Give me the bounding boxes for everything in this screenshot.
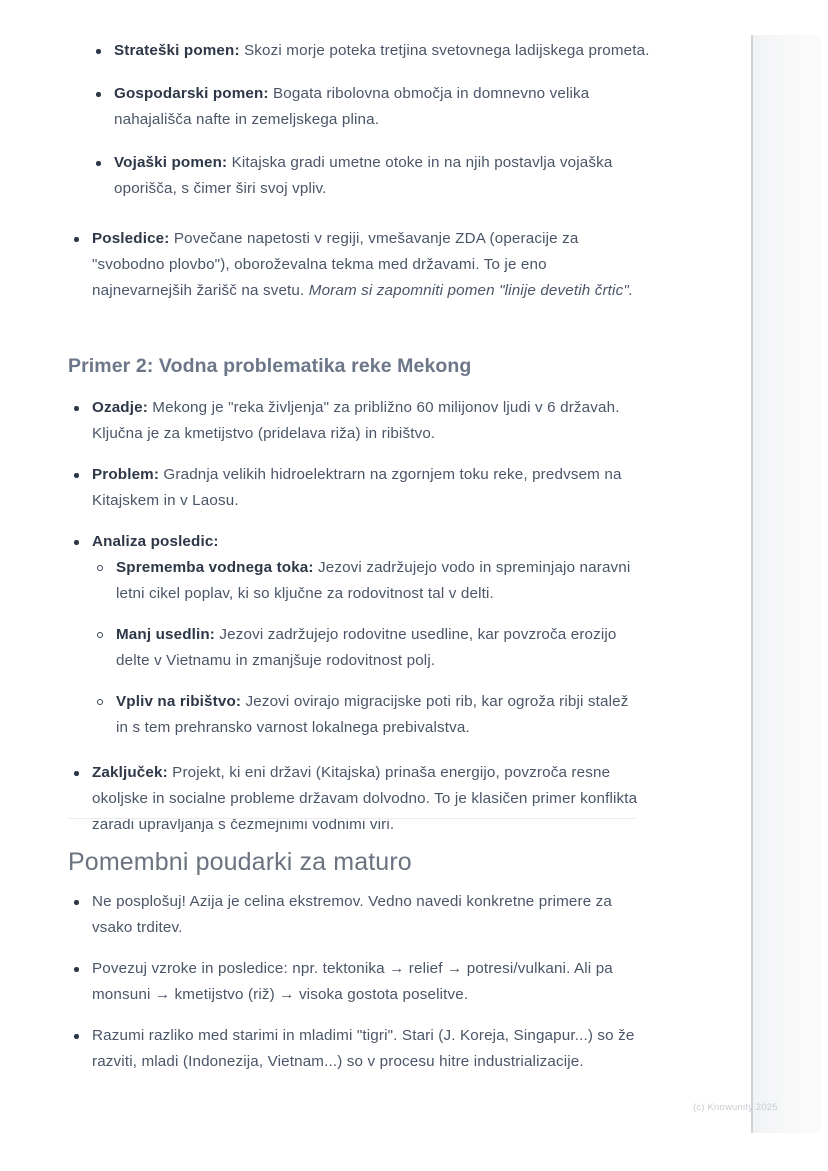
list-item-lead: Ozadje:: [92, 399, 148, 416]
footer-copyright: (c) Knowunity 2025: [693, 1102, 778, 1113]
top-continuation-list: [90, 38, 650, 219]
list-item-text: Razumi razliko med starimi in mladimi "tigri". Stari (J. Koreja, Singapur...) so že razviti, mladi (Indonezija, Vietnam...) so v procesu hitre industrializacije.: [92, 1027, 635, 1070]
sublist-item-lead: Manj usedlin:: [116, 626, 216, 643]
list-item-lead: Posledice:: [92, 230, 170, 247]
list-item-lead: Strateški pomen:: [114, 42, 240, 59]
sublist-item: [92, 555, 640, 607]
mekong-list: [68, 395, 640, 838]
list-item-zakljucek: [68, 760, 640, 838]
list-item-problem: [68, 462, 640, 514]
sublist-item-text: Jezovi zadržujejo vodo in spreminjajo naravni letni cikel poplav, ki so ključne za rodovitnost tal v delti.: [116, 559, 631, 602]
analiza-sublist: [92, 555, 640, 741]
list-item: [68, 956, 640, 1008]
page-edge-gutter: [751, 35, 821, 1133]
list-item-lead: Gospodarski pomen:: [114, 85, 269, 102]
list-item: [68, 889, 640, 941]
list-item-analiza: [68, 529, 640, 741]
list-item-text: Projekt, ki eni državi (Kitajska) prinaša energijo, povzroča resne okoljske in socialne probleme državam dolvodno. To je klasičen primer konflikta zaradi upravljanja s čezmejnimi vodnimi viri.: [92, 764, 638, 833]
list-item-text: Skozi morje poteka tretjina svetovnega ladijskega prometa.: [239, 42, 650, 59]
list-item: [90, 38, 650, 64]
list-item-text: Povezuj vzroke in posledice: npr. tektonika → relief → potresi/vulkani. Ali pa monsuni → kmetijstvo (riž) → visoka gostota poselitve.: [92, 960, 613, 1003]
sublist-item-text: Jezovi zadržujejo rodovitne usedline, kar povzroča erozijo delte v Vietnamu in zmanjšuje rodovitnost polj.: [116, 626, 617, 669]
list-item-lead: Analiza posledic:: [92, 533, 219, 550]
sublist-item-lead: Vpliv na ribištvo:: [116, 693, 242, 710]
posledice-list: [68, 226, 640, 304]
section-heading-maturo: Pomembni poudarki za maturo: [68, 848, 412, 876]
list-item: [90, 81, 650, 133]
list-item-italic-note: Moram si zapomniti pomen "linije devetih črtic".: [308, 282, 634, 299]
list-item: [90, 150, 650, 202]
sublist-item-text: Jezovi ovirajo migracijske poti rib, kar ogroža ribji stalež in s tem prehransko varnost lokalnega prebivalstva.: [116, 693, 629, 736]
maturo-list: [68, 889, 640, 1075]
list-item-text: Kitajska gradi umetne otoke in na njih postavlja vojaška oporišča, s čimer širi svoj vpliv.: [114, 154, 613, 197]
list-item-lead: Vojaški pomen:: [114, 154, 228, 171]
sublist-item: [92, 622, 640, 674]
list-item-text: Ne posplošuj! Azija je celina ekstremov. Vedno navedi konkretne primere za vsako trditev.: [92, 893, 613, 936]
section-divider: [68, 818, 636, 819]
sublist-item: [92, 689, 640, 741]
list-item: [68, 1023, 640, 1075]
list-item-text: Povečane napetosti v regiji, vmešavanje ZDA (operacije za "svobodno plovbo"), oboroževalna tekma med državami. To je eno najnevarnejših žarišč na svetu.: [92, 230, 579, 299]
list-item-text: Bogata ribolovna območja in domnevno velika nahajališča nafte in zemeljskega plina.: [114, 85, 590, 128]
section-heading-primer2: Primer 2: Vodna problematika reke Mekong: [68, 355, 472, 377]
list-item-lead: Zaključek:: [92, 764, 168, 781]
list-item-text: Mekong je "reka življenja" za približno 60 milijonov ljudi v 6 državah. Ključna je za kmetijstvo (pridelava riža) in ribištvo.: [92, 399, 620, 442]
page-edge-gutter-fill: [753, 35, 821, 1133]
list-item-text: Gradnja velikih hidroelektrarn na zgornjem toku reke, predvsem na Kitajskem in v Laosu.: [92, 466, 622, 509]
list-item-lead: Problem:: [92, 466, 160, 483]
list-item-posledice: [68, 226, 640, 304]
list-item-ozadje: [68, 395, 640, 447]
sublist-item-lead: Sprememba vodnega toka:: [116, 559, 314, 576]
